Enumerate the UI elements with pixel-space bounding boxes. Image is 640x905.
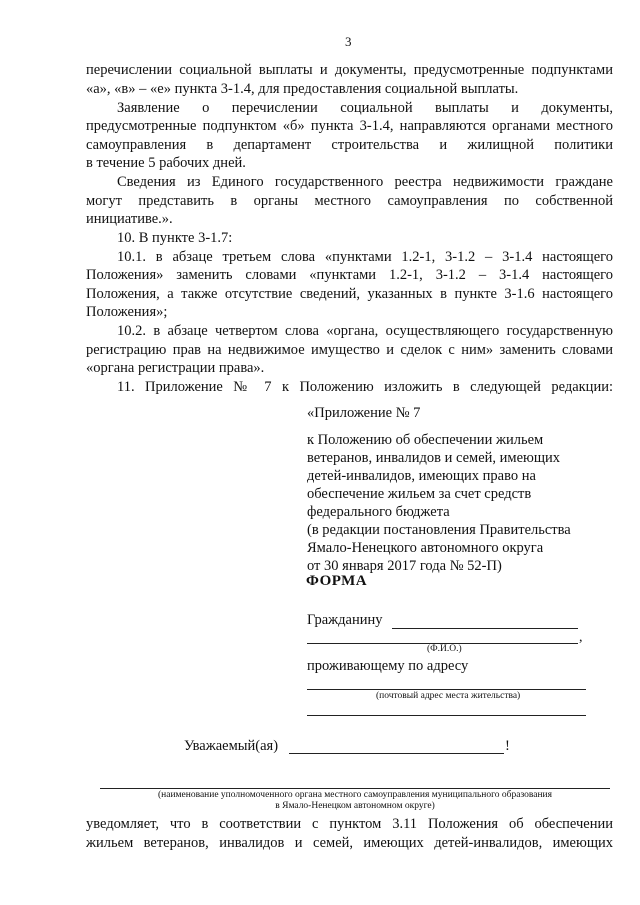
paragraph-line: 10. В пункте 3-1.7:	[117, 230, 233, 246]
appendix-line: обеспечение жильем за счет средств	[307, 486, 532, 502]
appendix-title: «Приложение № 7	[307, 405, 421, 421]
org-caption: в Ямало-Ненецком автономном округе)	[275, 801, 435, 811]
paragraph-line: уведомляет, что в соответствии с пунктом 3.11 Положения об обеспечении	[86, 816, 613, 832]
paragraph-line: перечислении социальной выплаты и документы, предусмотренные подпунктами	[86, 62, 613, 78]
paragraph-line: в течение 5 рабочих дней.	[86, 155, 246, 171]
address-line-2[interactable]	[307, 715, 586, 716]
greeting-name-line[interactable]	[289, 753, 504, 754]
paragraph-line: «а», «в» – «е» пункта 3-1.4, для предоставления социальной выплаты.	[86, 81, 519, 97]
paragraph-line: 10.2. в абзаце четвертом слова «органа, осуществляющего государственную	[117, 323, 613, 339]
paragraph-line: регистрацию прав на недвижимое имущество и сделок с ним» заменить словами	[86, 342, 613, 358]
citizen-name-line-1[interactable]	[392, 628, 578, 629]
appendix-line: к Положению об обеспечении жильем	[307, 432, 544, 448]
paragraph-line: Заявление о перечислении социальной выплаты и документы,	[117, 100, 613, 116]
paragraph-line: Положения, а также отсутствие сведений, указанных в пункте 3-1.6 настоящего	[86, 286, 613, 302]
paragraph-line: могут представить в органы местного самоуправления по собственной	[86, 193, 613, 209]
appendix-line: от 30 января 2017 года № 52-П)	[307, 558, 502, 574]
exclamation: !	[505, 738, 510, 754]
fio-caption: (Ф.И.О.)	[427, 644, 462, 654]
paragraph-line: «органа регистрации права».	[86, 360, 265, 376]
appendix-line: федерального бюджета	[307, 504, 450, 520]
appendix-line: ветеранов, инвалидов и семей, имеющих	[307, 450, 561, 466]
form-heading: ФОРМА	[306, 573, 368, 589]
paragraph-line: Сведения из Единого государственного реестра недвижимости граждане	[117, 174, 613, 190]
address-line-1[interactable]	[307, 689, 586, 690]
address-caption: (почтовый адрес места жительства)	[376, 691, 521, 701]
paragraph-line: 11. Приложение № 7 к Положению изложить в следующей редакции:	[117, 379, 613, 395]
paragraph-line: предусмотренные подпунктом «б» пункта 3-1.4, направляются органами местного	[86, 118, 613, 134]
comma: ,	[579, 630, 583, 645]
paragraph-line: Положения»;	[86, 304, 168, 320]
org-caption: (наименование уполномоченного органа местного самоуправления муниципального образования	[157, 790, 553, 800]
paragraph-line: 10.1. в абзаце третьем слова «пунктами 1.2-1, 3-1.2 – 3-1.4 настоящего	[117, 249, 613, 265]
citizen-label: Гражданину	[307, 612, 383, 628]
greeting-label: Уважаемый(ая)	[184, 738, 279, 754]
paragraph-line: самоуправления в департамент строительства и жилищной политики	[86, 137, 613, 153]
appendix-line: Ямало-Ненецкого автономного округа	[307, 540, 544, 556]
appendix-line: детей-инвалидов, имеющих право на	[307, 468, 536, 484]
page-number: 3	[345, 34, 352, 49]
org-name-line[interactable]	[100, 788, 610, 789]
paragraph-line: жильем ветеранов, инвалидов и семей, имеющих детей-инвалидов, имеющих	[86, 835, 613, 851]
appendix-line: (в редакции постановления Правительства	[307, 522, 571, 538]
address-label: проживающему по адресу	[307, 658, 469, 674]
paragraph-line: инициативе.».	[86, 211, 173, 227]
paragraph-line: Положения» заменить словами «пунктами 1.2-1, 3-1.2 – 3-1.4 настоящего	[86, 267, 613, 283]
